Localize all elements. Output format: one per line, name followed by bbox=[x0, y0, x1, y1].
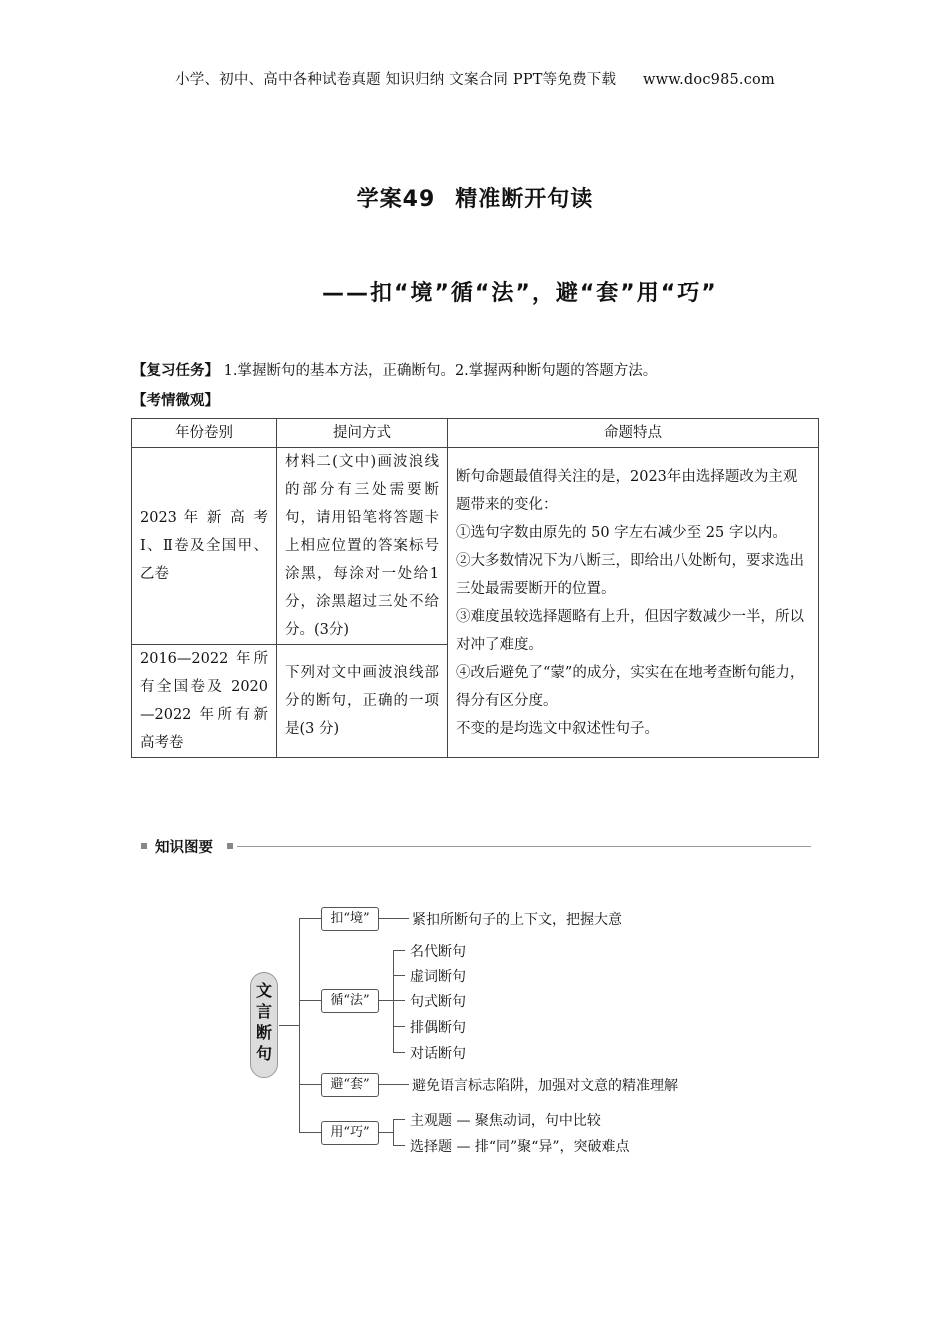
root-char: 断 bbox=[255, 1023, 272, 1042]
connector-line bbox=[393, 1119, 394, 1145]
root-char: 文 bbox=[255, 981, 272, 1000]
features-cell bbox=[448, 448, 819, 758]
review-tag: 【复习任务】 bbox=[132, 363, 219, 379]
section-header bbox=[141, 836, 811, 858]
branch-node: 用“巧” bbox=[321, 1121, 379, 1145]
page-title bbox=[0, 182, 950, 213]
case-name: 精准断开句读 bbox=[455, 187, 594, 212]
branch-item: 避免语言标志陷阱，加强对文意的精准理解 bbox=[412, 1078, 678, 1094]
mindmap-root bbox=[250, 972, 278, 1078]
header-year: 年份卷别 bbox=[132, 419, 277, 448]
header-features: 命题特点 bbox=[448, 419, 819, 448]
connector-line bbox=[393, 1119, 405, 1120]
table-header-row bbox=[132, 419, 819, 448]
connector-line bbox=[393, 950, 405, 951]
feature-line: ④改后避免了“蒙”的成分，实实在在地考查断句能力，得分有区分度。 bbox=[456, 664, 805, 709]
connector-line bbox=[393, 1145, 405, 1146]
connector-line bbox=[299, 918, 300, 1132]
section-marker-icon bbox=[141, 843, 147, 849]
connector-line bbox=[279, 1025, 299, 1026]
section-title: 知识图要 bbox=[155, 840, 213, 856]
branch-item: 选择题 — 排“同”聚“异”，突破难点 bbox=[410, 1139, 630, 1155]
branch-node: 循“法” bbox=[321, 989, 379, 1013]
connector-line bbox=[393, 950, 394, 1052]
review-text: 1.掌握断句的基本方法，正确断句。2.掌握两种断句题的答题方法。 bbox=[223, 363, 658, 379]
connector-line bbox=[393, 1000, 405, 1001]
branch-node: 扣“境” bbox=[321, 907, 379, 931]
exam-table bbox=[131, 418, 819, 758]
row1-year: 2023 年 新 高 考Ⅰ、Ⅱ卷及全国甲、乙卷 bbox=[132, 448, 277, 645]
connector-line bbox=[379, 1132, 393, 1133]
connector-line bbox=[299, 918, 321, 919]
exam-label: 【考情微观】 bbox=[132, 393, 219, 409]
root-char: 言 bbox=[255, 1002, 272, 1021]
header-text: 小学、初中、高中各种试卷真题 知识归纳 文案合同 PPT等免费下载 bbox=[175, 72, 617, 88]
connector-line bbox=[379, 1084, 409, 1085]
connector-line bbox=[299, 1000, 321, 1001]
feature-line: ③难度虽较选择题略有上升，但因字数减少一半，所以对冲了难度。 bbox=[456, 608, 804, 653]
section-divider bbox=[237, 846, 811, 847]
feature-line: ①选句字数由原先的 50 字左右减少至 25 字以内。 bbox=[456, 524, 787, 541]
root-char: 句 bbox=[255, 1044, 272, 1063]
connector-line bbox=[299, 1084, 321, 1085]
section-marker-icon bbox=[227, 843, 233, 849]
page-subtitle: ——扣“境”循“法”，避“套”用“巧” bbox=[322, 281, 718, 306]
header-site[interactable]: www.doc985.com bbox=[642, 72, 775, 88]
branch-item: 对话断句 bbox=[410, 1046, 466, 1062]
row2-year: 2016—2022 年所有全国卷及 2020—2022 年所有新高考卷 bbox=[132, 645, 277, 758]
connector-line bbox=[299, 1132, 321, 1133]
connector-line bbox=[393, 975, 405, 976]
branch-item: 句式断句 bbox=[410, 994, 466, 1010]
connector-line bbox=[393, 1052, 405, 1053]
branch-item: 虚词断句 bbox=[410, 969, 466, 985]
header-question: 提问方式 bbox=[277, 419, 448, 448]
connector-line bbox=[379, 918, 409, 919]
review-task bbox=[132, 359, 657, 380]
feature-line: 不变的是均选文中叙述性句子。 bbox=[456, 720, 659, 737]
branch-node: 避“套” bbox=[321, 1073, 379, 1097]
row2-question: 下列对文中画波浪线部分的断句，正确的一项是(3 分) bbox=[277, 645, 448, 758]
page-header bbox=[0, 68, 950, 89]
feature-line: ②大多数情况下为八断三，即给出八处断句，要求选出三处最需要断开的位置。 bbox=[456, 552, 804, 597]
feature-line: 断句命题最值得关注的是，2023年由选择题改为主观题带来的变化： bbox=[456, 468, 798, 513]
case-number: 学案49 bbox=[356, 187, 436, 212]
row1-question: 材料二(文中)画波浪线的部分有三处需要断句，请用铅笔将答题卡上相应位置的答案标号涂黑，每涂对一处给1分，涂黑超过三处不给分。(3分) bbox=[277, 448, 448, 645]
mind-map bbox=[240, 890, 720, 1170]
connector-line bbox=[379, 1000, 393, 1001]
branch-item: 紧扣所断句子的上下文，把握大意 bbox=[412, 912, 622, 928]
table-row bbox=[132, 448, 819, 645]
branch-item: 排偶断句 bbox=[410, 1020, 466, 1036]
connector-line bbox=[393, 1026, 405, 1027]
branch-item: 名代断句 bbox=[410, 944, 466, 960]
branch-item: 主观题 — 聚焦动词，句中比较 bbox=[410, 1113, 601, 1129]
